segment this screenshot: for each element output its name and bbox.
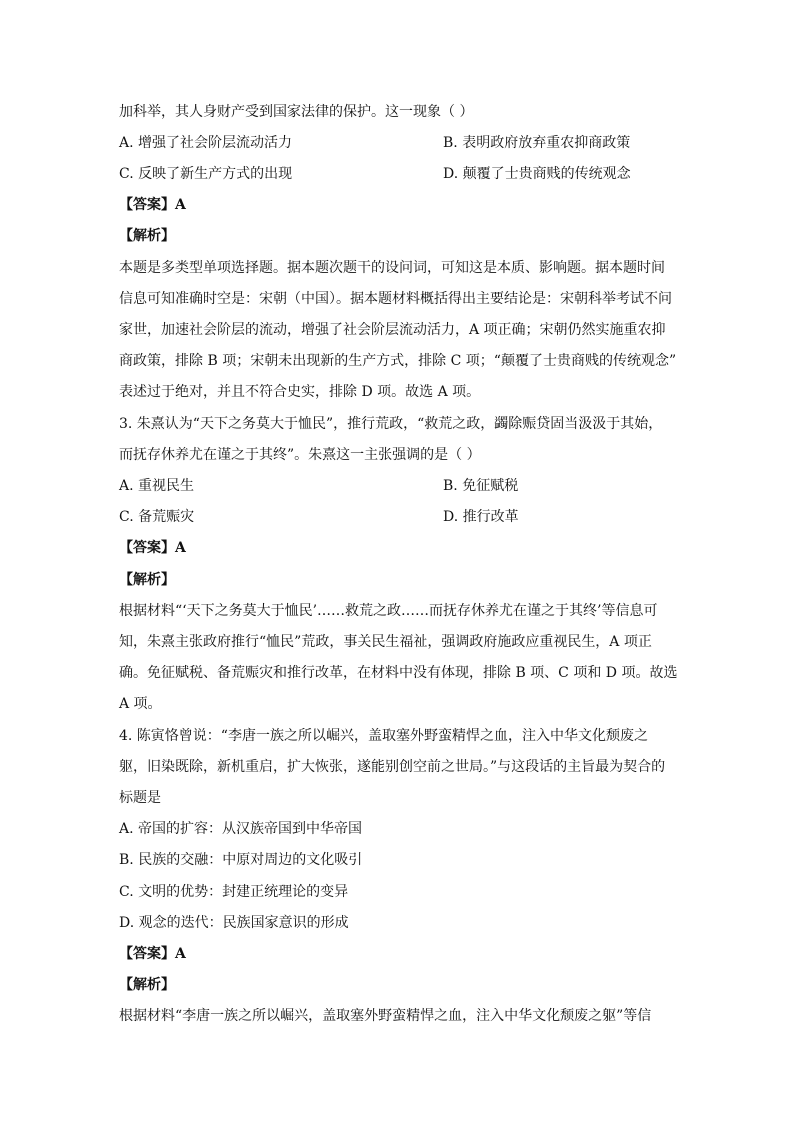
question-4-stem: 标题是 xyxy=(119,790,161,806)
analysis-label: 【解析】 xyxy=(119,572,175,588)
option-a: A. 重视民生 xyxy=(119,478,195,494)
analysis-line: 本题是多类型单项选择题。据本题次题干的设问词，可知这是本质、影响题。据本题时间 xyxy=(119,260,665,276)
option-b: B. 表明政府放弃重农抑商政策 xyxy=(443,135,631,151)
option-a: A. 帝国的扩容：从汉族帝国到中华帝国 xyxy=(119,821,363,837)
analysis-line: 信息可知准确时空是：宋朝（中国）。据本题材料概括得出主要结论是：宋朝科举考试不问 xyxy=(119,291,672,307)
option-b: B. 免征赋税 xyxy=(443,478,519,494)
analysis-line: A 项。 xyxy=(119,696,162,712)
analysis-line: 确。免征赋税、备荒赈灾和推行改革，在材料中没有体现，排除 B 项、C 项和 D 项。故选 xyxy=(119,665,678,681)
option-d: D. 推行改革 xyxy=(443,509,519,525)
answer-label: 【答案】A xyxy=(119,197,186,213)
option-d: D. 颠覆了士贵商贱的传统观念 xyxy=(443,166,631,182)
analysis-line: 知，朱熹主张政府推行“恤民”荒政，事关民生福祉，强调政府施政应重视民生，A 项正 xyxy=(119,634,652,650)
analysis-line: 家世，加速社会阶层的流动，增强了社会阶层流动活力，A 项正确；宋朝仍然实施重农抑 xyxy=(119,322,666,338)
analysis-label: 【解析】 xyxy=(119,228,175,244)
question-3-stem: 3. 朱熹认为“天下之务莫大于恤民”，推行荒政，“救荒之政，蠲除赈贷固当汲汲于其始， xyxy=(119,416,663,432)
option-a: A. 增强了社会阶层流动活力 xyxy=(119,135,293,151)
question-4-stem: 躯，旧染既除，新机重启，扩大恢张，遂能别创空前之世局。”与这段话的主旨最为契合的 xyxy=(119,759,666,775)
question-4-stem: 4. 陈寅恪曾说：“李唐一族之所以崛兴，盖取塞外野蛮精悍之血，注入中华文化颓废之 xyxy=(119,728,648,744)
analysis-line: 根据材料“李唐一族之所以崛兴，盖取塞外野蛮精悍之血，注入中华文化颓废之躯”等信 xyxy=(119,1008,652,1024)
option-d: D. 观念的迭代：民族国家意识的形成 xyxy=(119,915,349,931)
analysis-line: 根据材料“‘天下之务莫大于恤民’……救荒之政……而抚存休养尤在谨之于其终’等信息可 xyxy=(119,603,658,619)
question-3-stem: 而抚存休养尤在谨之于其终”。朱熹这一主张强调的是（ ） xyxy=(119,447,481,463)
analysis-line: 商政策，排除 B 项；宋朝未出现新的生产方式，排除 C 项；“颠覆了士贵商贱的传统观念” xyxy=(119,353,677,369)
option-c: C. 反映了新生产方式的出现 xyxy=(119,166,293,182)
question-stem-line: 加科举，其人身财产受到国家法律的保护。这一现象（ ） xyxy=(119,104,474,120)
option-b: B. 民族的交融：中原对周边的文化吸引 xyxy=(119,852,363,868)
option-c: C. 文明的优势：封建正统理论的变异 xyxy=(119,884,349,900)
answer-label: 【答案】A xyxy=(119,946,186,962)
option-c: C. 备荒赈灾 xyxy=(119,509,195,525)
analysis-line: 表述过于绝对，并且不符合史实，排除 D 项。故选 A 项。 xyxy=(119,384,481,400)
analysis-label: 【解析】 xyxy=(119,977,175,993)
answer-label: 【答案】A xyxy=(119,540,186,556)
